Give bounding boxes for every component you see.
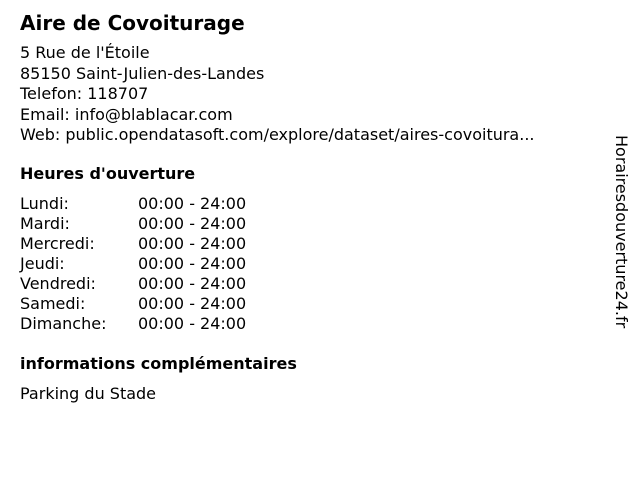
hours-row — [20, 274, 246, 294]
additional-info-text: Parking du Stade — [20, 384, 157, 403]
address-block — [20, 43, 535, 146]
email-address: Email: info@blablacar.com — [20, 104, 233, 124]
hours-time: 00:00 - 24:00 — [138, 314, 247, 333]
hours-row — [20, 194, 246, 214]
hours-day: Jeudi: — [20, 254, 65, 273]
hours-day: Vendredi: — [20, 274, 96, 293]
hours-time: 00:00 - 24:00 — [138, 274, 247, 293]
hours-row — [20, 214, 246, 234]
hours-time: 00:00 - 24:00 — [138, 214, 247, 233]
additional-info-heading: informations complémentaires — [20, 354, 297, 373]
street-address: 5 Rue de l'Étoile — [20, 43, 150, 62]
website-link[interactable]: Web: public.opendatasoft.com/explore/dataset/aires-covoitura... — [20, 125, 535, 144]
hours-day: Mardi: — [20, 214, 70, 233]
phone-number: Telefon: 118707 — [20, 84, 149, 103]
hours-day: Samedi: — [20, 294, 86, 313]
hours-row — [20, 314, 246, 334]
city-address: 85150 Saint-Julien-des-Landes — [20, 63, 265, 83]
hours-time: 00:00 - 24:00 — [138, 194, 247, 213]
hours-time: 00:00 - 24:00 — [138, 294, 247, 313]
hours-time: 00:00 - 24:00 — [138, 254, 247, 273]
hours-row — [20, 234, 246, 254]
hours-day: Lundi: — [20, 194, 69, 213]
brand-watermark: Horairesdouverture24.fr — [612, 135, 631, 329]
hours-row — [20, 294, 246, 314]
page-title: Aire de Covoiturage — [20, 11, 245, 35]
hours-row — [20, 254, 246, 274]
opening-hours-table — [20, 194, 246, 334]
opening-hours-heading: Heures d'ouverture — [20, 164, 196, 183]
hours-day: Dimanche: — [20, 314, 107, 333]
hours-time: 00:00 - 24:00 — [138, 234, 247, 253]
hours-day: Mercredi: — [20, 234, 95, 253]
